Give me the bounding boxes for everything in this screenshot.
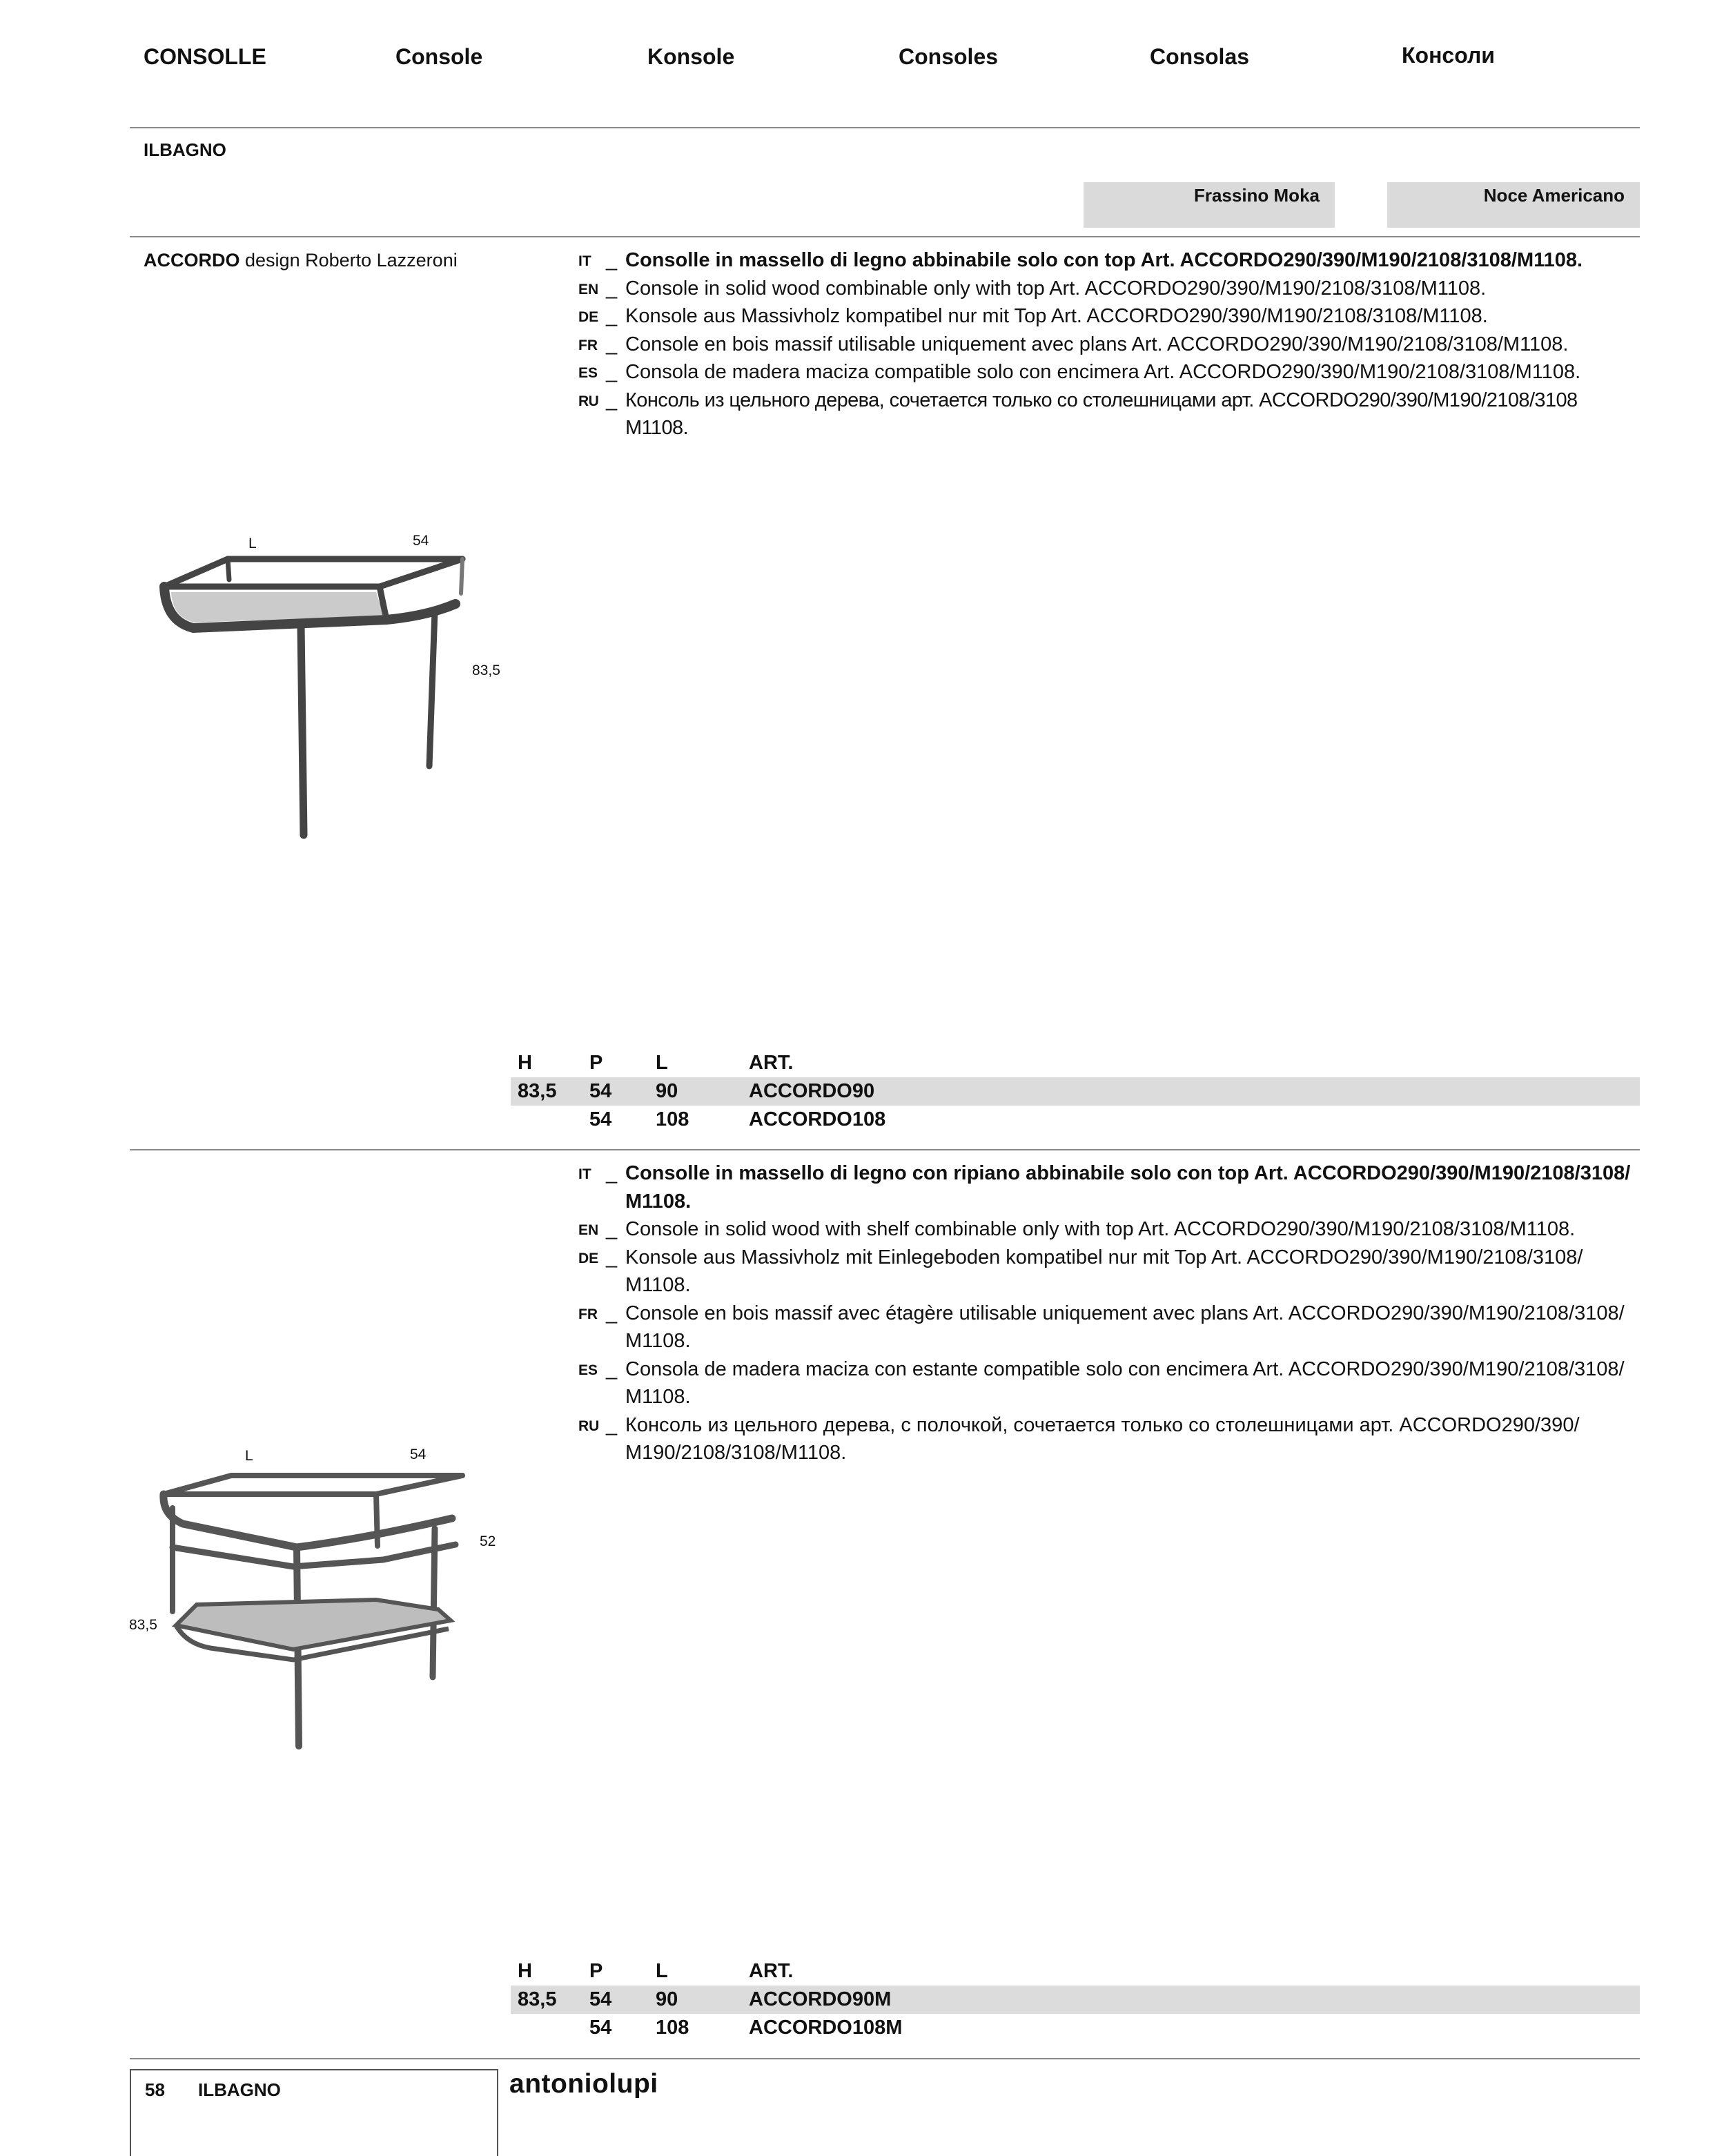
header-lang-ru: Консоли [1402, 43, 1495, 68]
header-divider [130, 127, 1640, 128]
footer-collection: ILBAGNO [198, 2079, 281, 2100]
console-drawing [152, 538, 511, 849]
page-number: 58 [145, 2079, 165, 2100]
desc-ru: RU _ Консоль из цельного дерева, сочетается только со столешницами арт. ACCORDO290/390/M190/2108/3108 M1108. [578, 389, 1578, 439]
item-divider [130, 1149, 1640, 1150]
dim-height: 83,5 [472, 663, 500, 678]
table-row: 83,5 54 90 ACCORDO90 [511, 1077, 1640, 1106]
footer-divider [130, 2058, 1640, 2059]
desc-de: DE _ Konsole aus Massivholz mit Einlegeboden kompatibel nur mit Top Art. ACCORDO290/390/M190/2108/3108/ M1108. [578, 1246, 1583, 1296]
finish-noce-americano: Noce Americano [1387, 182, 1640, 228]
item2-table [511, 1957, 1640, 2042]
dim-height: 83,5 [129, 1617, 157, 1633]
table-row: 83,5 54 90 ACCORDO90M [511, 1986, 1640, 2014]
footer-box [130, 2069, 498, 2156]
header-lang-en: Console [395, 44, 483, 69]
table-header: H P L ART. [518, 1052, 794, 1074]
header-lang-fr: Consoles [899, 44, 999, 69]
product-title [144, 250, 458, 271]
desc-de: DE _ Konsole aus Massivholz kompatibel nur mit Top Art. ACCORDO290/390/M190/2108/3108/M1108. [578, 305, 1488, 327]
desc-it: IT _ Consolle in massello di legno abbinabile solo con top Art. ACCORDO290/390/M190/2108/3108/M1108. [578, 249, 1583, 271]
desc-es: ES _ Consola de madera maciza compatible solo con encimera Art. ACCORDO290/390/M190/2108/3108/M1108. [578, 361, 1581, 383]
item1-descriptions [578, 246, 1641, 442]
header-lang-es: Consolas [1150, 44, 1250, 69]
dim-depth: 54 [413, 533, 429, 549]
product-name: ACCORDO [144, 250, 240, 271]
desc-fr: FR _ Console en bois massif avec étagère utilisable uniquement avec plans Art. ACCORDO290/390/M190/2108/3108/ M1108. [578, 1302, 1625, 1352]
product-designer: design Roberto Lazzeroni [245, 250, 458, 271]
console-with-shelf-drawing [155, 1463, 514, 1760]
desc-es: ES _ Consola de madera maciza con estante compatible solo con encimera Art. ACCORDO290/390/M190/2108/3108/ M1108. [578, 1358, 1625, 1408]
finishes-divider [130, 236, 1640, 237]
table-header: H P L ART. [518, 1960, 794, 1982]
item1-table [511, 1049, 1640, 1134]
dim-length: L [248, 536, 257, 551]
desc-it: IT _ Consolle in massello di legno con ripiano abbinabile solo con top Art. ACCORDO290/390/M190/2108/3108/ M1108. [578, 1162, 1631, 1213]
desc-ru: RU _ Консоль из цельного дерева, с полочкой, сочетается только со столешницами арт. ACCORDO290/390/ M190/2108/3108/M1108. [578, 1413, 1580, 1464]
brand-logo: antoniolupi [509, 2069, 658, 2099]
table-row: 54 108 ACCORDO108 [589, 1108, 886, 1130]
dim-depth: 54 [410, 1447, 427, 1462]
header-lang-de: Konsole [647, 44, 735, 69]
collection-label: ILBAGNO [144, 139, 226, 160]
header-lang-it: CONSOLLE [144, 44, 266, 69]
dim-shelf-height: 52 [480, 1533, 496, 1549]
desc-en: EN _ Console in solid wood with shelf combinable only with top Art. ACCORDO290/390/M190/2108/3108/M1108. [578, 1218, 1576, 1240]
finish-frassino-moka: Frassino Moka [1084, 182, 1335, 228]
desc-en: EN _ Console in solid wood combinable only with top Art. ACCORDO290/390/M190/2108/3108/M1108. [578, 277, 1487, 300]
dim-length: L [245, 1448, 253, 1464]
item2-descriptions [578, 1159, 1641, 1467]
desc-fr: FR _ Console en bois massif utilisable uniquement avec plans Art. ACCORDO290/390/M190/2108/3108/M1108. [578, 333, 1569, 355]
table-row: 54 108 ACCORDO108M [589, 2017, 903, 2039]
